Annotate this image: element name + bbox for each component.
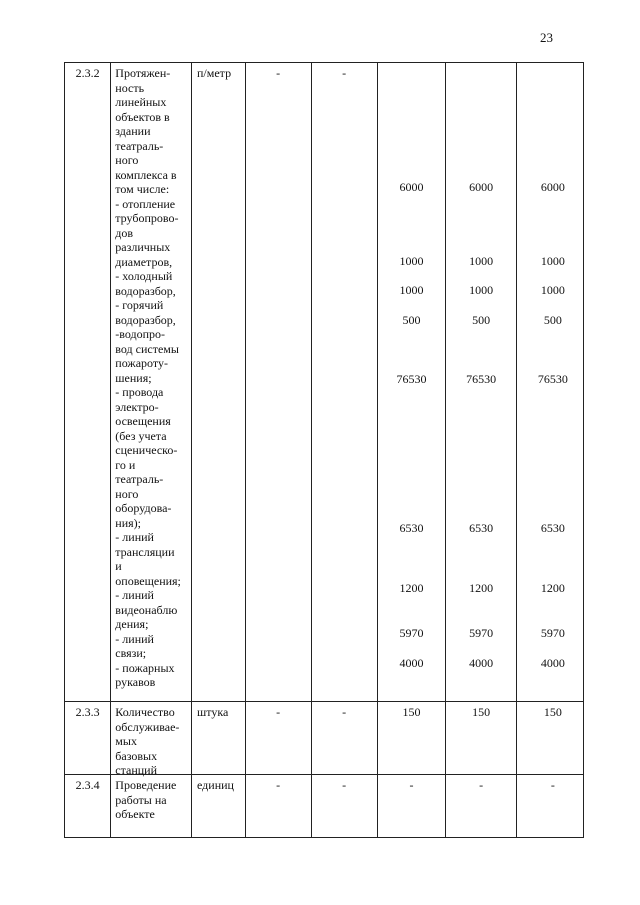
value-cell: 1000	[469, 283, 494, 297]
table-row	[65, 775, 640, 838]
value-cell: 4000	[540, 656, 565, 670]
row-unit: штука	[197, 705, 229, 719]
row-col5: -	[342, 705, 347, 719]
value-cell: 150	[402, 705, 421, 719]
value-cell: 76530	[537, 372, 568, 386]
value-cell: 1200	[399, 581, 424, 595]
value-cell: 1000	[399, 254, 424, 268]
value-cell: 5970	[469, 626, 494, 640]
value-cell: -	[550, 778, 555, 792]
values-column	[378, 702, 446, 771]
row-col5: -	[342, 778, 347, 792]
row-name: Количество обслуживае- мых базовых станций	[115, 705, 180, 777]
values-column	[446, 63, 516, 698]
row-unit: единиц	[197, 778, 234, 792]
value-cell: 500	[543, 313, 562, 327]
value-cell: 1200	[540, 581, 565, 595]
value-cell: 4000	[469, 656, 494, 670]
value-cell: 500	[402, 313, 421, 327]
row-col4: -	[276, 778, 281, 792]
row-col4: -	[276, 66, 281, 80]
data-table	[64, 62, 640, 838]
row-number: 2.3.2	[75, 66, 100, 80]
value-cell: 4000	[399, 656, 424, 670]
row-name: Проведение работы на объекте	[115, 778, 177, 821]
value-cell: 5970	[399, 626, 424, 640]
row-number: 2.3.4	[75, 778, 100, 792]
row-col4: -	[276, 705, 281, 719]
table-row	[65, 702, 640, 775]
value-cell: 1000	[469, 254, 494, 268]
page-number: 23	[540, 30, 553, 45]
row-name: Протяжен- ность линейных объектов в здании театраль- ного комплекса в том числе: - отопление трубопрово- дов различных диаметров, - холодный водоразбор, - горячий водоразбор, -водопро- вод системы пожароту- шения; - провода электро- освещения (без учета сценическо- го и театраль- ного оборудова- ния); - линий трансляции и оповещения; - линий видеонаблю дения; - линий связи; - пожарных рукавов	[115, 66, 181, 689]
value-cell: 6530	[540, 521, 565, 535]
row-unit: п/метр	[197, 66, 232, 80]
values-column	[517, 775, 583, 834]
values-column	[378, 775, 446, 834]
value-cell: 150	[543, 705, 562, 719]
values-column	[517, 63, 583, 698]
values-column	[446, 775, 516, 834]
values-column	[378, 63, 446, 698]
value-cell: 6530	[469, 521, 494, 535]
value-cell: 76530	[396, 372, 427, 386]
value-cell: 1000	[399, 283, 424, 297]
value-cell: 1000	[540, 254, 565, 268]
table-row	[65, 63, 640, 702]
value-cell: 6000	[469, 180, 494, 194]
value-cell: 5970	[540, 626, 565, 640]
value-cell: 6000	[399, 180, 424, 194]
value-cell: 76530	[466, 372, 497, 386]
row-col5: -	[342, 66, 347, 80]
value-cell: -	[409, 778, 414, 792]
value-cell: -	[479, 778, 484, 792]
value-cell: 6000	[540, 180, 565, 194]
row-number: 2.3.3	[75, 705, 100, 719]
value-cell: 500	[472, 313, 491, 327]
value-cell: 150	[472, 705, 491, 719]
values-column	[446, 702, 516, 771]
values-column	[517, 702, 583, 771]
value-cell: 1000	[540, 283, 565, 297]
value-cell: 6530	[399, 521, 424, 535]
value-cell: 1200	[469, 581, 494, 595]
